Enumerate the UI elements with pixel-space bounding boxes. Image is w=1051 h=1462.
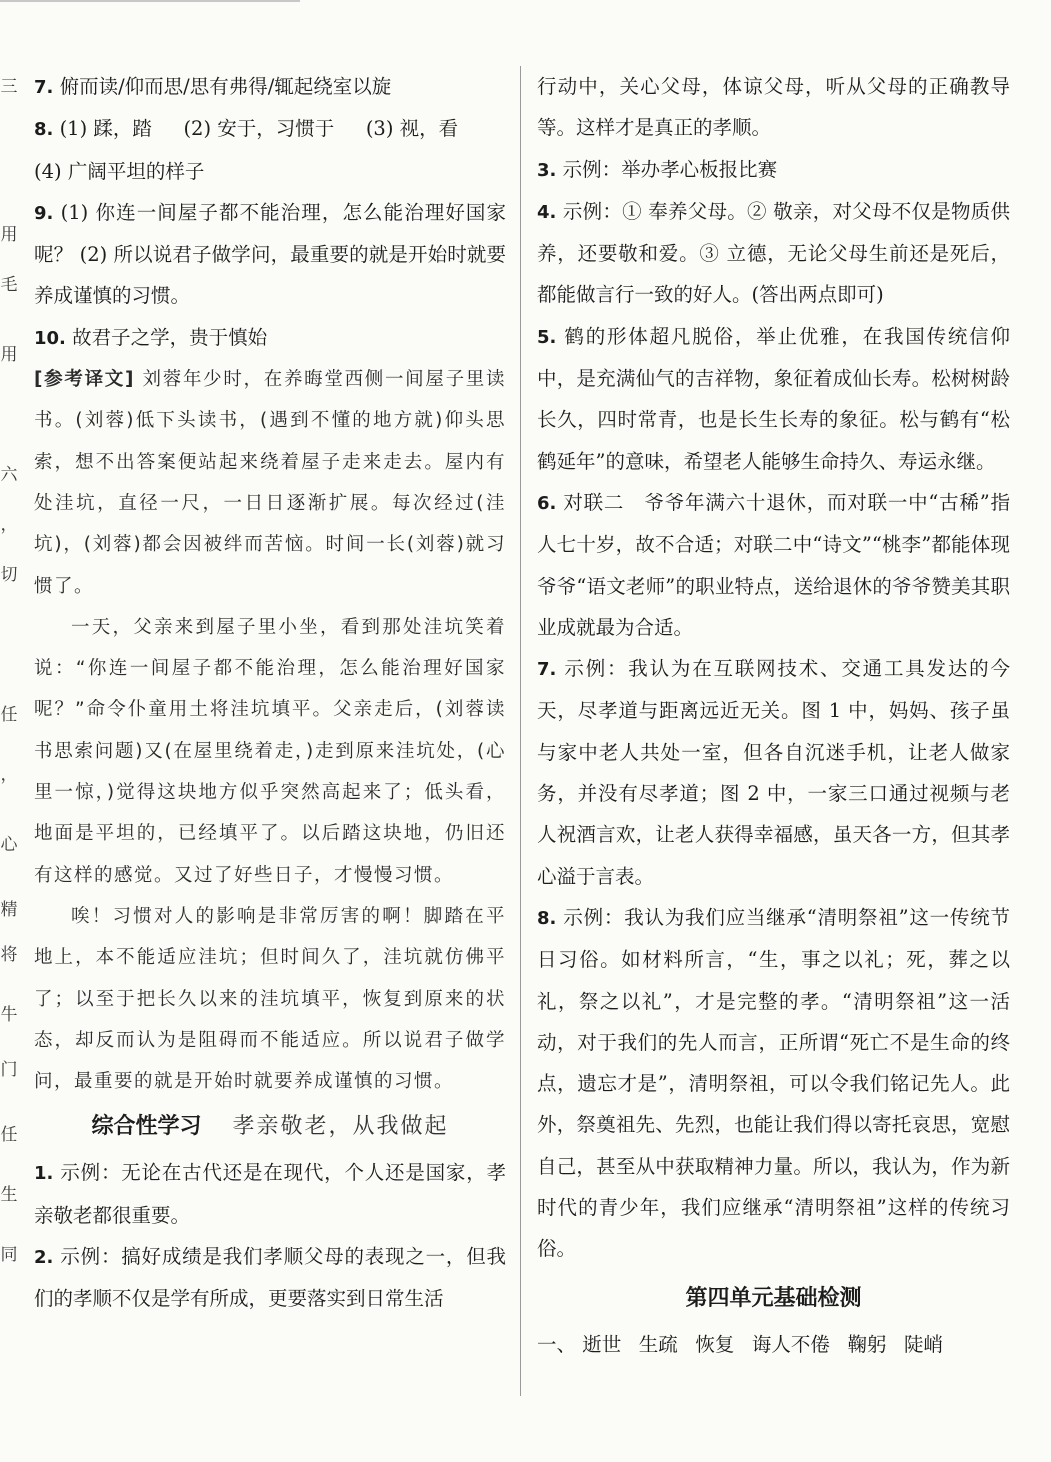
answer-text: 俯而读/仰而思/思有弗得/辄起绕室以旋 (59, 75, 392, 98)
unit-test-heading: 第四单元基础检测 (685, 1285, 862, 1311)
answer-text: 示例：① 奉养父母。② 敬亲，对父母不仅是物质供养，还要敬和爱。③ 立德，无论父母生前还是死后，都能做言行一致的好人。(答出两点即可) (537, 199, 1010, 307)
answer-text: 示例：举办孝心板报比赛 (562, 157, 778, 181)
answer-number: 3. (537, 159, 557, 181)
right-column (537, 66, 1010, 1365)
answer-number: 9. (34, 202, 54, 224)
answer-8-part-1: (1) 蹂，踏 (59, 117, 152, 141)
activity-answer-4 (537, 191, 1010, 316)
answer-text: 示例：无论在古代还是在现代，个人还是国家，孝亲敬老都很重要。 (34, 1161, 506, 1227)
activity-answer-5 (537, 316, 1010, 482)
left-column (34, 66, 506, 1320)
unit-answer-word: 逝世 (582, 1332, 622, 1356)
unit-answer-word: 诲人不倦 (751, 1332, 830, 1356)
answer-number: 2. (34, 1247, 54, 1269)
translation-tag: [参考译文] (34, 369, 135, 391)
answer-number: 5. (537, 326, 557, 348)
unit-answer-1 (537, 1324, 1010, 1365)
answer-8-part-4: (4) 广阔平坦的样子 (34, 159, 205, 183)
activity-answer-2-continued: 行动中，关心父母，体谅父母，听从父母的正确教导等。这样才是真正的孝顺。 (537, 75, 1010, 140)
activity-answer-8 (537, 897, 1010, 1270)
translation-paragraph-1 (34, 359, 506, 607)
margin-fragment-char: 任 (0, 1125, 18, 1145)
unit-answer-word: 鞠躬 (847, 1332, 887, 1356)
answer-number: 8. (537, 907, 557, 929)
margin-fragment-char: 任 (0, 705, 18, 725)
answer-7 (34, 66, 506, 108)
top-rule (0, 0, 300, 2)
margin-fragment-char: 牛 (0, 1005, 18, 1025)
unit-answer-word: 陡峭 (904, 1332, 944, 1356)
activity-answer-6 (537, 482, 1010, 648)
answer-text: 示例：我认为在互联网技术、交通工具发达的今天，尽孝道与距离远近无关。图 1 中，妈妈、孩子虽与家中老人共处一室，但各自沉迷手机，让老人做家务，并没有尽孝道；图 2 中，一家三口通过视频与老人祝酒言欢，让老人获得幸福感，虽天各一方，但其孝心溢于言表。 (537, 657, 1010, 888)
activity-answer-1 (34, 1152, 506, 1236)
margin-fragment-char: 三 (0, 77, 18, 97)
answer-8-part-2: (2) 安于，习惯于 (183, 117, 335, 141)
translation-paragraph-2: 一天，父亲来到屋子里小坐，看到那处洼坑笑着说：“你连一间屋子都不能治理，怎么能治理好国家呢？”命令仆童用土将洼坑填平。父亲走后，(刘蓉读书思索问题)又(在屋里绕着走，)走到原来洼坑处，(心里一惊，)觉得这块地方似乎突然高起来了；低头看，地面是平坦的，已经填平了。以后踏这块地，仍旧还有这样的感觉。又过了好些日子，才慢慢习惯。 (34, 616, 506, 886)
answer-text: 示例：搞好成绩是我们孝顺父母的表现之一，但我们的孝顺不仅是学有所成，更要落实到日常生活 (34, 1245, 506, 1311)
margin-fragment-char: 生 (0, 1185, 18, 1205)
margin-fragment-char: 精 (0, 900, 18, 920)
section-heading-main: 综合性学习 (91, 1114, 202, 1140)
margin-fragment-char: 将 (0, 945, 18, 965)
answer-text: (1) 你连一间屋子都不能治理，怎么能治理好国家呢？ (2) 所以说君子做学问，最重要的就是开始时就要养成谨慎的习惯。 (34, 200, 506, 308)
answer-10 (34, 317, 506, 359)
margin-fragment-char: 用 (0, 225, 18, 245)
answer-number: 4. (537, 201, 557, 223)
answer-number: 7. (34, 77, 54, 98)
answer-text: 鹤的形体超凡脱俗，举止优雅，在我国传统信仰中，是充满仙气的吉祥物，象征着成仙长寿。松树树龄长久，四时常青，也是长生长寿的象征。松与鹤有“松鹤延年”的意味，希望老人能够生命持久、寿运永继。 (537, 324, 1010, 473)
margin-fragment-char: 六 (0, 465, 18, 485)
answer-number: 1. (34, 1163, 54, 1185)
unit-answer-word: 恢复 (695, 1332, 735, 1356)
section-heading (34, 1104, 506, 1150)
answer-8 (34, 108, 506, 192)
margin-fragment-char: 心 (0, 835, 18, 855)
translation-text: 刘蓉年少时，在养晦堂西侧一间屋子里读书。(刘蓉)低下头读书，(遇到不懂的地方就)仰头思索，想不出答案便站起来绕着屋子走来走去。屋内有处洼坑，直径一尺，一日日逐渐扩展。每次经过(洼坑)，(刘蓉)都会因被绊而苦恼。时间一长(刘蓉)就习惯了。 (34, 369, 506, 597)
section-heading-sub: 孝亲敬老，从我做起 (232, 1114, 449, 1140)
margin-fragment-char: 毛 (0, 275, 18, 295)
answer-number: 6. (537, 492, 557, 514)
margin-fragment-char: 切 (0, 565, 18, 585)
answer-8-part-3: (3) 视，看 (365, 117, 459, 141)
margin-fragment-char: ， (0, 765, 18, 785)
activity-answer-3 (537, 149, 1010, 191)
answer-9 (34, 192, 506, 317)
margin-fragment-char: 用 (0, 345, 18, 365)
column-divider (520, 66, 521, 1396)
margin-fragment-char: ， (0, 515, 18, 535)
answer-text: 示例：我认为我们应当继承“清明祭祖”这一传统节日习俗。如材料所言，“生，事之以礼；死，葬之以礼，祭之以礼”，才是完整的孝。“清明祭祖”这一活动，对于我们的先人而言，正所谓“死亡不是生命的终点，遗忘才是”，清明祭祖，可以令我们铭记先人。此外，祭奠祖先、先烈，也能让我们得以寄托哀思，宽慰自己，甚至从中获取精神力量。所以，我认为，作为新时代的青少年，我们应继承“清明祭祖”这样的传统习俗。 (537, 905, 1010, 1261)
activity-answer-7 (537, 648, 1010, 897)
answer-number: 8. (34, 119, 54, 141)
unit-answer-word: 生疏 (638, 1332, 678, 1356)
answer-number: 7. (537, 659, 557, 681)
answer-number: 10. (34, 327, 66, 349)
answer-text: 对联二 爷爷年满六十退休，而对联一中“古稀”指人七十岁，故不合适；对联二中“诗文”“桃李”都能体现爷爷“语文老师”的职业特点，送给退休的爷爷赞美其职业成就最为合适。 (537, 490, 1010, 639)
answer-text: 故君子之学，贵于慎始 (72, 325, 268, 349)
margin-fragment-char: 同 (0, 1245, 18, 1265)
margin-fragment-char: 门 (0, 1060, 18, 1080)
translation-paragraph-3: 唉！习惯对人的影响是非常厉害的啊！脚踏在平地上，本不能适应洼坑；但时间久了，洼坑就仿佛平了；以至于把长久以来的洼坑填平，恢复到原来的状态，却反而认为是阻碍而不能适应。所以说君子做学问，最重要的就是开始时就要养成谨慎的习惯。 (34, 905, 506, 1093)
activity-answer-2 (34, 1236, 506, 1320)
left-margin-fragments (0, 60, 18, 1360)
answer-number: 一、 (537, 1332, 577, 1356)
